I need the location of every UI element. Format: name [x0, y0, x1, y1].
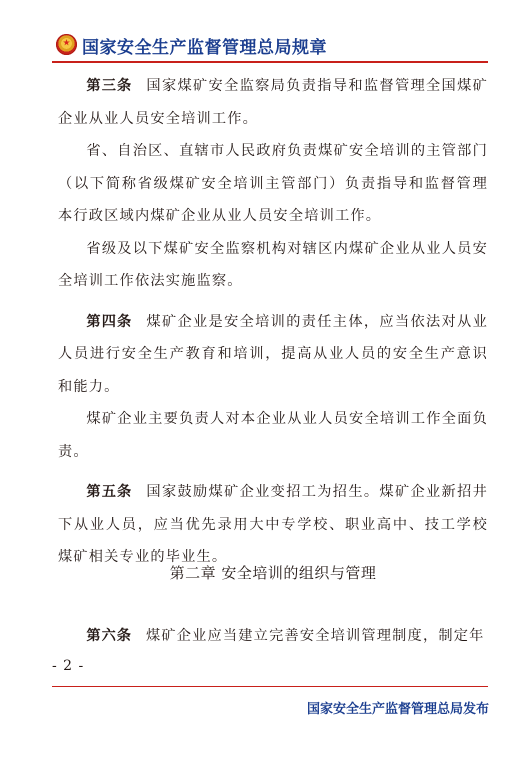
article-text: 省级及以下煤矿安全监察机构对辖区内煤矿企业从业人员安全培训工作依法实施监察。 — [58, 240, 488, 289]
article-paragraph — [58, 233, 488, 298]
article-text: 煤矿企业应当建立完善安全培训管理制度，制定年 — [145, 628, 485, 644]
article-paragraph — [58, 403, 488, 468]
article-paragraph — [58, 70, 488, 135]
chapter-heading: 第二章 安全培训的组织与管理 — [169, 564, 377, 582]
article-paragraph — [58, 620, 488, 652]
article-paragraph — [58, 306, 488, 404]
document-body — [58, 70, 488, 574]
header-title: 国家安全生产监督管理总局规章 — [82, 38, 327, 58]
article-title: 第四条 — [86, 313, 133, 330]
article-text: 煤矿企业主要负责人对本企业从业人员安全培训工作全面负责。 — [58, 411, 488, 460]
article-text: 国家鼓励煤矿企业变招工为招生。煤矿企业新招井下从业人员，应当优先录用大中专学校、职业高中、技工学校煤矿相关专业的毕业生。 — [58, 484, 488, 565]
page-header — [0, 0, 531, 66]
article-title: 第五条 — [86, 484, 133, 500]
article-text: 省、自治区、直辖市人民政府负责煤矿安全培训的主管部门（以下简称省级煤矿安全培训主管部门）负责指导和监督管理本行政区域内煤矿企业从业人员安全培训工作。 — [58, 143, 488, 224]
article-title: 第三条 — [86, 78, 133, 94]
article-text: 煤矿企业是安全培训的责任主体，应当依法对从业人员进行安全生产教育和培训，提高从业人员的安全生产意识和能力。 — [58, 313, 488, 395]
header-divider — [52, 61, 488, 63]
national-emblem-icon — [56, 34, 77, 55]
article-title: 第六条 — [86, 628, 132, 644]
article-paragraph — [58, 135, 488, 233]
article-paragraph — [58, 476, 488, 574]
page-number: - 2 - — [52, 658, 85, 674]
footer-publisher: 国家安全生产监督管理总局发布 — [306, 702, 489, 717]
article-text: 国家煤矿安全监察局负责指导和监督管理全国煤矿企业从业人员安全培训工作。 — [58, 78, 488, 127]
footer-divider — [52, 686, 488, 687]
